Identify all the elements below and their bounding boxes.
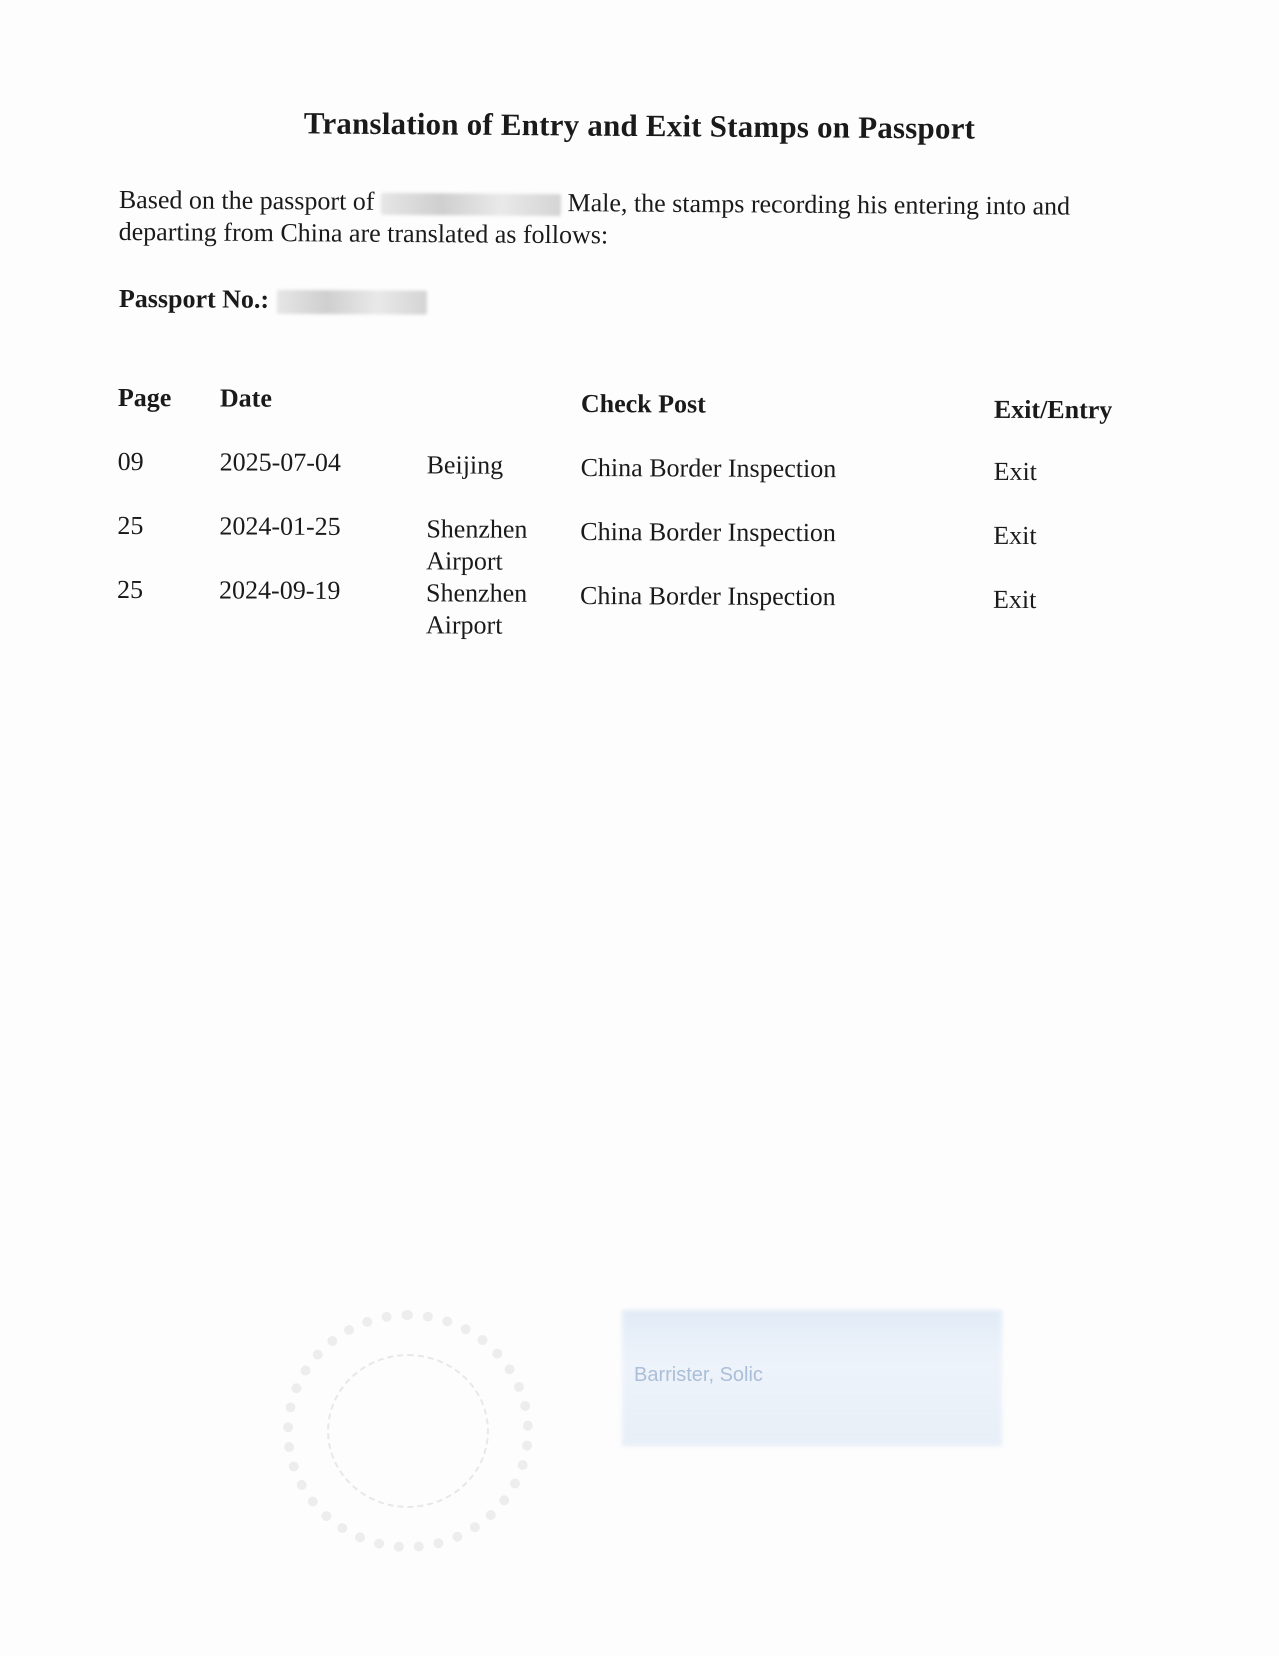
intro-text-after: Male, the stamps recording his entering into and departing from China are translated as follows:: [118, 188, 1071, 250]
row-1-place-line1: Beijing: [426, 450, 504, 480]
row-2-place-line2: Airport: [426, 546, 503, 576]
row-3-check-post: China Border Inspection: [580, 581, 836, 612]
header-page: Page: [117, 382, 172, 413]
header-check-post: Check Post: [580, 389, 706, 419]
row-1-check-post: China Border Inspection: [580, 453, 837, 484]
row-3-exit-entry: Exit: [992, 584, 1037, 615]
header-exit-entry: Exit/Entry: [993, 394, 1113, 425]
row-1-exit-entry: Exit: [993, 456, 1038, 487]
row-2-check-post: China Border Inspection: [580, 517, 837, 548]
row-2-page: 25: [117, 510, 144, 541]
row-3-date: 2024-09-19: [219, 575, 341, 605]
embossed-seal: [283, 1310, 533, 1552]
document-title: Translation of Entry and Exit Stamps on Passport: [303, 105, 976, 146]
row-2-exit-entry: Exit: [993, 520, 1037, 551]
row-1-page: 09: [117, 446, 144, 477]
row-3-page: 25: [117, 574, 144, 605]
row-3-place-line2: Airport: [425, 610, 503, 640]
header-date: Date: [219, 383, 272, 413]
stamps-table: [0, 0, 1279, 705]
row-3-place-line1: Shenzhen: [426, 578, 528, 608]
passport-label: Passport No.:: [118, 284, 270, 314]
row-2-date: 2024-01-25: [219, 511, 341, 541]
row-1-date: 2025-07-04: [219, 447, 342, 477]
signature-stamp-text: Barrister, Solic: [634, 1364, 763, 1386]
row-2-place-line1: Shenzhen: [426, 514, 528, 544]
intro-text-before: Based on the passport of: [118, 184, 375, 216]
